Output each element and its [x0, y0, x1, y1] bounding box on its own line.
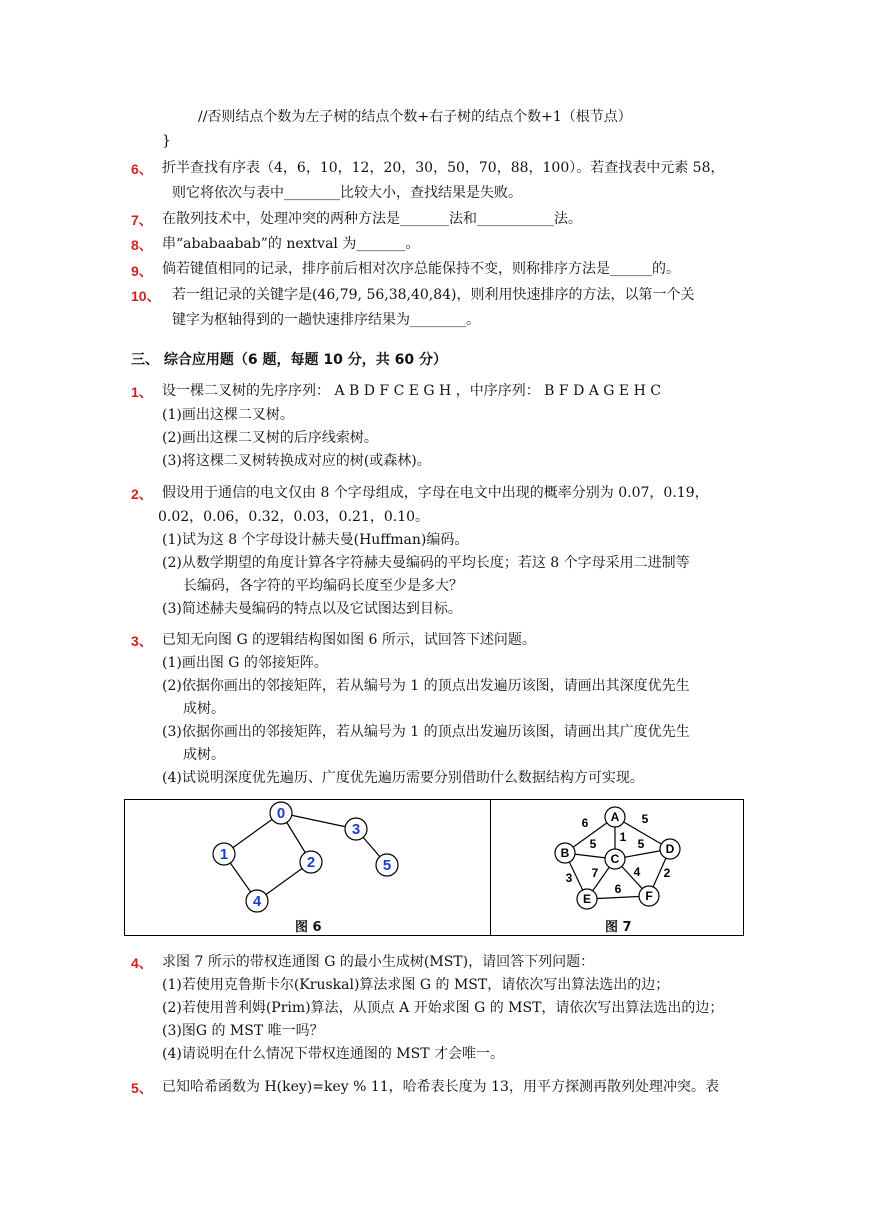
app-q4-line-1: 求图 7 所示的带权连通图 G 的最小生成树(MST)，请回答下列问题： — [162, 954, 595, 970]
figure-6-caption: 图 6 — [295, 920, 322, 935]
app-q4-line-4: (3)图G 的 MST 唯一吗？ — [162, 1023, 324, 1039]
app-question-number-1: 1、 — [131, 384, 153, 400]
code-closing-brace: } — [162, 133, 171, 149]
app-q1-line-2: (1)画出这棵二叉树。 — [162, 407, 294, 423]
fig7-weight-E-F: 6 — [614, 882, 622, 896]
fig6-node-2-label: 2 — [306, 854, 316, 871]
fig7-weight-D-F: 2 — [663, 866, 671, 880]
app-q4-line-3: (2)若使用普利姆(Prim)算法，从顶点 A 开始求图 G 的 MST，请依次写出算法选出的边； — [162, 1000, 724, 1016]
fig7-node-D-label: D — [665, 842, 675, 856]
app-q4-line-5: (4)请说明在什么情况下带权连通图的 MST 才会唯一。 — [162, 1046, 504, 1062]
figure-6-graph — [125, 800, 490, 935]
fig7-node-A-label: A — [610, 810, 620, 824]
question-6-line-2: 则它将依次与表中________比较大小，查找结果是失败。 — [172, 185, 522, 201]
fig6-node-1-label: 1 — [219, 846, 229, 863]
figure-7-caption: 图 7 — [605, 920, 632, 935]
app-q1-line-4: (3)将这棵二叉树转换成对应的树(或森林)。 — [162, 453, 431, 469]
app-q2-line-2: 0.02，0.06，0.32，0.03，0.21，0.10。 — [158, 509, 430, 525]
app-q2-line-6: (3)简述赫夫曼编码的特点以及它试图达到目标。 — [162, 601, 462, 617]
fig7-weight-C-F: 4 — [633, 865, 641, 879]
fig7-weight-C-D: 5 — [637, 837, 645, 851]
question-6-line-1: 折半查找有序表（4，6，10，12，20，30，50，70，88，100）。若查找表中元素 58， — [162, 160, 725, 176]
app-q3-line-3: (2)依据你画出的邻接矩阵，若从编号为 1 的顶点出发遍历该图，请画出其深度优先生 — [162, 678, 690, 694]
question-number-6: 6、 — [131, 161, 153, 177]
app-q3-line-1: 已知无向图 G 的逻辑结构图如图 6 所示，试回答下述问题。 — [162, 632, 536, 648]
question-number-7: 7、 — [131, 212, 153, 228]
app-question-number-4: 4、 — [131, 955, 153, 971]
app-q3-line-2: (1)画出图 G 的邻接矩阵。 — [162, 655, 328, 671]
fig6-node-5-label: 5 — [382, 857, 392, 874]
app-q3-line-5: (3)依据你画出的邻接矩阵，若从编号为 1 的顶点出发遍历该图，请画出其广度优先生 — [162, 724, 690, 740]
figure-box — [124, 799, 744, 936]
app-q2-line-4: (2)从数学期望的角度计算各字符赫夫曼编码的平均长度；若这 8 个字母采用二进制等 — [162, 555, 690, 571]
app-q1-line-1: 设一棵二叉树的先序序列： A B D F C E G H ，中序序列： B F D A G E H C — [162, 383, 661, 399]
app-question-number-3: 3、 — [131, 633, 153, 649]
fig7-node-E-label: E — [582, 892, 592, 906]
code-comment-line: //否则结点个数为左子树的结点个数+右子树的结点个数+1（根节点） — [198, 109, 632, 125]
question-number-8: 8、 — [131, 237, 153, 253]
question-10-line-1: 若一组记录的关键字是(46,79, 56,38,40,84)，则利用快速排序的方法，以第一个关 — [172, 287, 695, 303]
app-q2-line-3: (1)试为这 8 个字母设计赫夫曼(Huffman)编码。 — [162, 532, 469, 548]
app-q3-line-7: (4)试说明深度优先遍历、广度优先遍历需要分别借助什么数据结构方可实现。 — [162, 770, 644, 786]
figure-7-graph — [491, 800, 743, 935]
fig7-weight-A-C: 1 — [619, 830, 627, 844]
fig6-node-4-label: 4 — [252, 893, 262, 910]
app-q1-line-3: (2)画出这棵二叉树的后序线索树。 — [162, 430, 378, 446]
fig7-weight-A-B: 6 — [581, 816, 589, 830]
app-q4-line-2: (1)若使用克鲁斯卡尔(Kruskal)算法求图 G 的 MST，请依次写出算法选出的边； — [162, 977, 670, 993]
question-number-10: 10、 — [131, 288, 161, 304]
fig7-node-F-label: F — [645, 889, 653, 903]
fig6-node-3-label: 3 — [351, 821, 361, 838]
fig7-node-B-label: B — [560, 846, 570, 860]
app-q2-line-1: 假设用于通信的电文仅由 8 个字母组成，字母在电文中出现的概率分别为 0.07，0.19， — [162, 485, 709, 501]
question-9-line-1: 倘若键值相同的记录，排序前后相对次序总能保持不变，则称排序方法是______的。 — [162, 261, 680, 277]
fig7-node-C-label: C — [610, 852, 620, 866]
app-q3-line-4: 成树。 — [183, 701, 225, 717]
section-three-title: 三、 综合应用题（6 题，每题 10 分，共 60 分） — [131, 352, 447, 368]
question-10-line-2: 键字为枢轴得到的一趟快速排序结果为________。 — [172, 312, 480, 328]
fig7-weight-B-E: 3 — [565, 871, 573, 885]
fig7-weight-A-D: 5 — [641, 812, 649, 826]
app-q2-line-5: 长编码，各字符的平均编码长度至少是多大？ — [183, 578, 463, 594]
fig6-node-0-label: 0 — [276, 805, 286, 822]
app-q3-line-6: 成树。 — [183, 747, 225, 763]
question-8-line-1: 串“ababaabab”的 nextval 为_______。 — [162, 236, 420, 252]
app-question-number-5: 5、 — [131, 1080, 153, 1096]
app-question-number-2: 2、 — [131, 486, 153, 502]
question-number-9: 9、 — [131, 263, 153, 279]
app-q5-line-1: 已知哈希函数为 H(key)=key % 11，哈希表长度为 13，用平方探测再散列处理冲突。表 — [162, 1079, 719, 1095]
fig7-weight-B-C: 5 — [589, 837, 597, 851]
question-7-line-1: 在散列技术中，处理冲突的两种方法是_______法和___________法。 — [162, 211, 582, 227]
fig7-weight-C-E: 7 — [591, 866, 599, 880]
